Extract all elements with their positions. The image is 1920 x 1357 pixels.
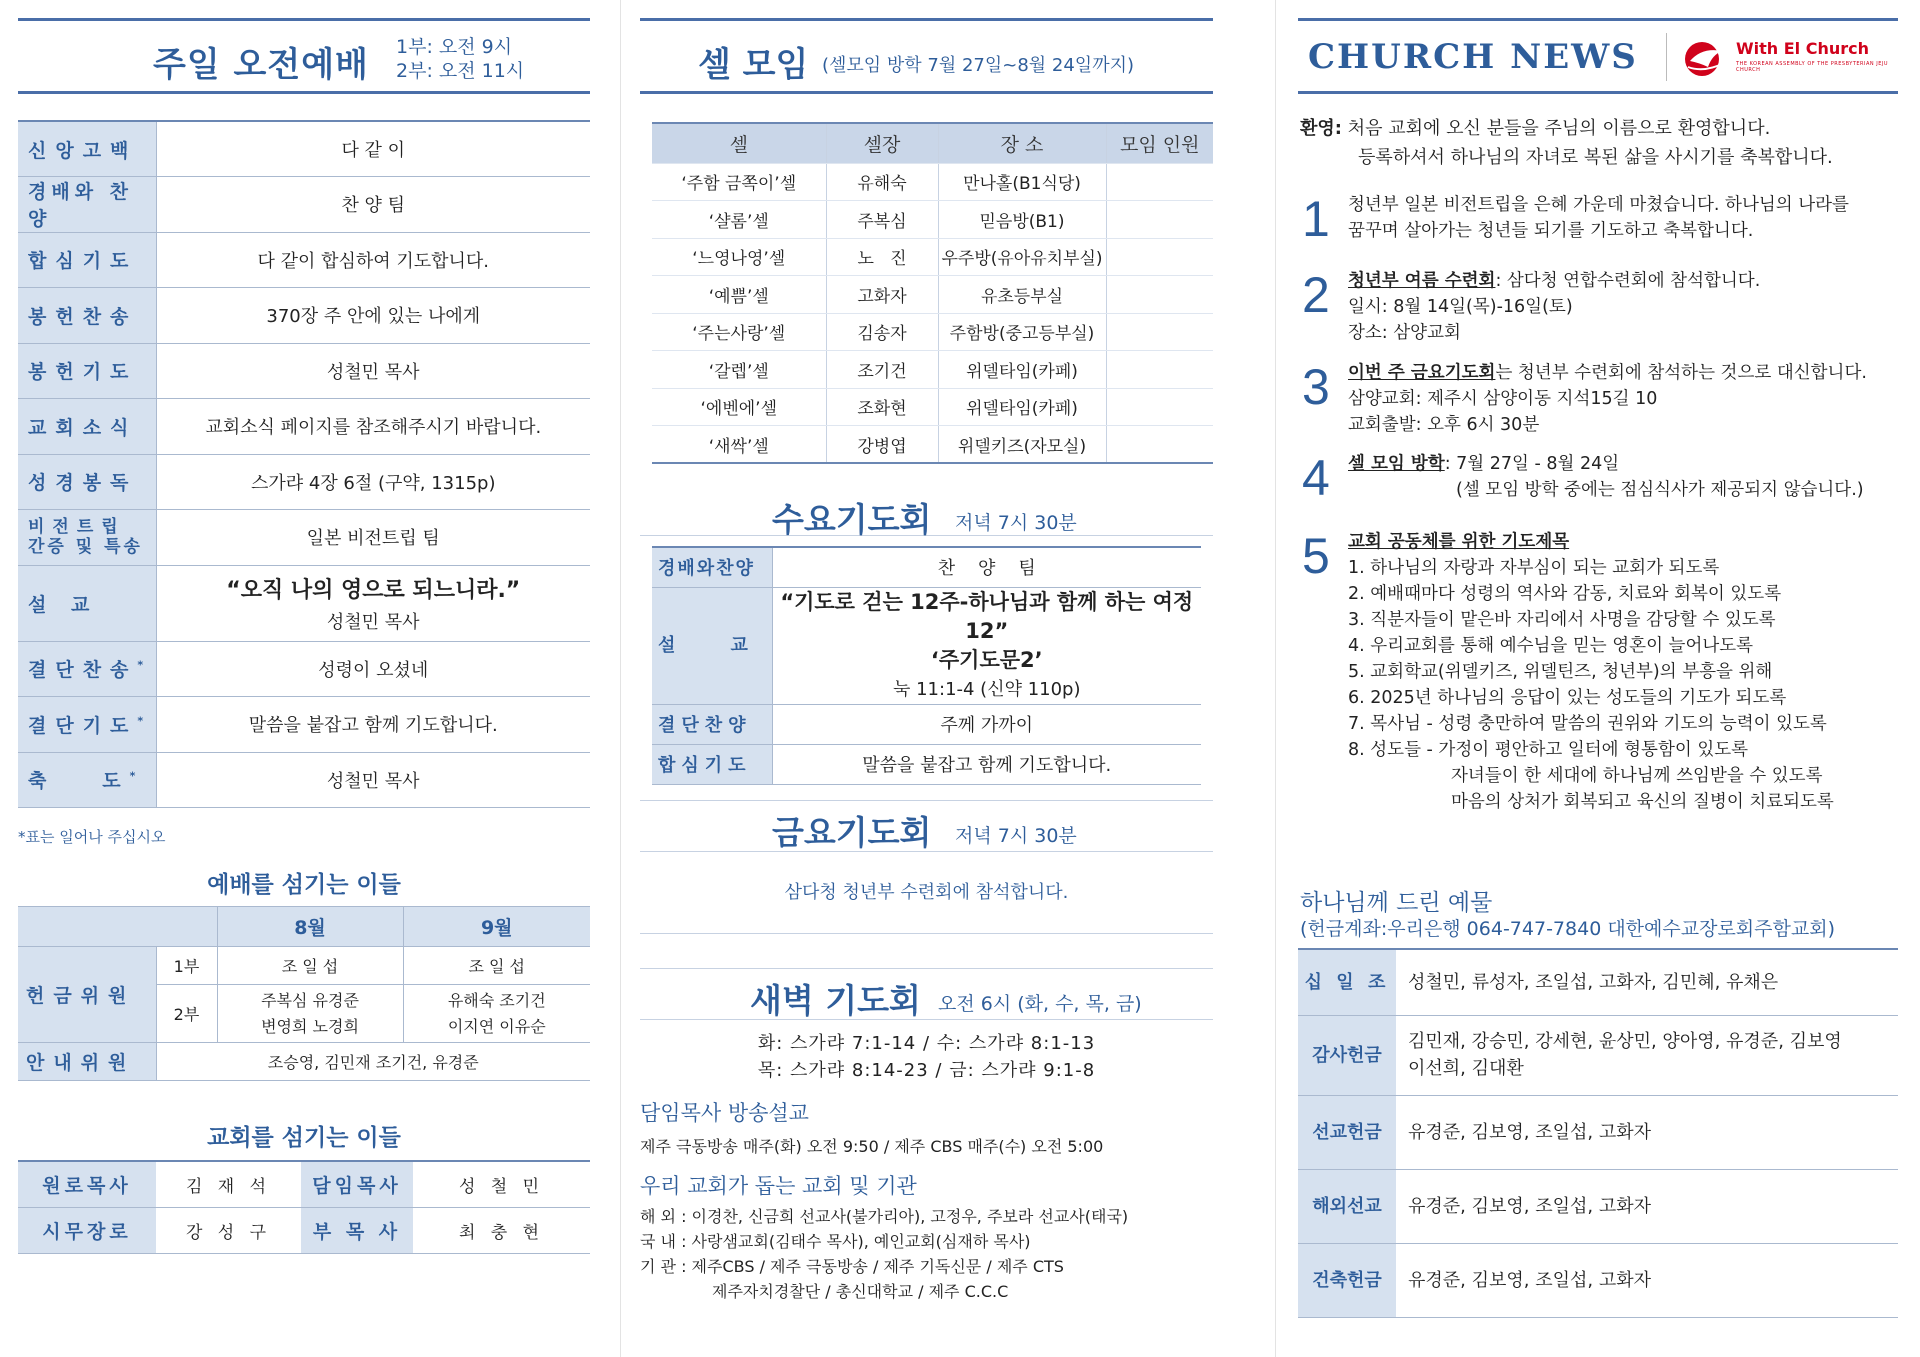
cell-name: ‘주함 금쪽이’셀 [652,163,826,201]
dawn-title: 새벽 기도회 [750,981,921,1020]
news-heading-rest: : 7월 27일 - 8월 24일 [1444,454,1620,474]
order-value: 370장 주 안에 있는 나에게 [156,288,590,344]
order-row [18,343,590,399]
wed-row [652,744,1201,784]
welcome-line: 처음 교회에 오신 분들을 주님의 이름으로 환영합니다. [1347,118,1771,139]
staff-role: 담임목사 [301,1161,413,1207]
offering-table [1298,948,1898,1318]
staff-row [18,1161,590,1207]
order-row [18,121,590,177]
worship-title: 주일 오전예배 [153,45,369,85]
wed-sermon-text: 눅 11:1-4 (신약 110p) [892,678,1081,700]
cell-count [1106,163,1213,201]
welcome-line: 등록하셔서 하나님의 자녀로 복된 삶을 사시기를 축복합니다. [1358,147,1833,168]
order-label-text: 결단찬송 [28,659,138,682]
order-row [18,641,590,697]
friday-time: 저녁 7시 30분 [955,825,1077,847]
sep-service-1: 조 일 섭 [403,947,590,985]
cell-place: 위델타임(카페) [938,388,1106,426]
cell-name: ‘에벤에’셀 [652,388,826,426]
order-row [18,510,590,566]
dawn-time: 오전 6시 (화, 수, 목, 금) [938,993,1142,1015]
standing-mark: * [137,714,144,728]
worship-time-1: 1부: 오전 9시 [396,36,513,58]
cell-row [652,276,1213,314]
wednesday-title: 수요기도회 [772,500,932,539]
order-label: 합심기도 [18,232,156,288]
worship-order-table [18,120,590,808]
cell-place: 만나홀(B1식당) [938,163,1106,201]
news-heading: 교회 공동체를 위한 기도제목 [1348,532,1570,552]
prayer-item: 7. 목사님 - 성령 충만하여 말씀의 권위와 기도의 능력이 있도록 [1348,714,1827,734]
dawn-readings [640,1030,1213,1084]
aug-service-2-line: 변영희 노경희 [261,1016,359,1036]
news-line: 일시: 8월 14일(목)-16일(토) [1348,297,1573,317]
offering-row [1298,1015,1898,1095]
order-row [18,399,590,455]
wed-value: 찬 양 팀 [772,547,1201,587]
order-row [18,454,590,510]
offering-row [1298,1095,1898,1169]
cell-place: 유초등부실 [938,276,1106,314]
order-value: 교회소식 페이지를 참조해주시기 바랍니다. [156,399,590,455]
cell-leader: 노 진 [826,238,938,276]
sep-service-2-line: 이지연 이유순 [447,1016,546,1036]
news-line: 삼양교회: 제주시 삼양이동 지석15길 10 [1348,389,1658,409]
cell-row [652,426,1213,464]
wed-row-sermon [652,587,1201,704]
service-2-label: 2부 [156,985,217,1043]
servers-title: 예배를 섬기는 이들 [207,872,401,898]
cell-leader: 강병엽 [826,426,938,464]
wed-sermon-title: “기도로 걷는 12주-하나님과 함께 하는 여정12” [780,589,1194,643]
cell-col-header: 셀장 [826,123,938,163]
prayer-item: 1. 하나님의 자랑과 자부심이 되는 교회가 되도록 [1348,558,1720,578]
wed-sermon [772,587,1201,704]
news-line: 청년부 일본 비전트립을 은혜 가운데 마쳤습니다. 하나님의 나라를 [1348,195,1849,215]
prayer-item-cont: 자녀들이 한 세대에 하나님께 쓰임받을 수 있도록 [1451,766,1823,786]
prayer-item: 5. 교회학교(위델키즈, 위델틴즈, 청년부)의 부흥을 위해 [1348,662,1773,682]
cell-row [652,388,1213,426]
news-heading: 이번 주 금요기도회 [1348,363,1496,383]
wednesday-header [640,490,1213,539]
wed-row [652,547,1201,587]
cell-count [1106,238,1213,276]
wed-label: 결단찬양 [652,704,772,744]
order-value: 성철민 목사 [156,752,590,808]
wednesday-time: 저녁 7시 30분 [955,512,1077,534]
wed-label: 경배와찬양 [652,547,772,587]
order-label: 봉헌찬송 [18,288,156,344]
dawn-line: 목: 스가랴 8:14-23 / 금: 스가랴 9:1-8 [757,1060,1096,1081]
wed-value: 주께 가까이 [772,704,1201,744]
standing-mark: * [137,658,144,672]
worship-header [18,18,590,94]
offering-row [1298,949,1898,1015]
offering-names-line: 김민재, 강승민, 강세현, 윤상민, 양아영, 유경준, 김보영 [1408,1031,1842,1052]
cell-place: 위델타임(카페) [938,351,1106,389]
news-line: (셀 모임 방학 중에는 점심식사가 제공되지 않습니다.) [1456,480,1864,500]
cell-row [652,201,1213,239]
dawn-header [640,968,1213,1020]
order-label: 설 교 [18,565,156,641]
staff-role: 부 목 사 [301,1207,413,1253]
order-label-line: 간증 및 특송 [28,537,143,558]
aug-service-2-line: 주복심 유경준 [261,990,359,1010]
order-label: 교회소식 [18,399,156,455]
servers-table [18,906,590,1081]
cell-leader: 주복심 [826,201,938,239]
friday-title: 금요기도회 [772,813,932,852]
news-body [1348,268,1908,346]
wed-row [652,704,1201,744]
usher-label: 안내위원 [18,1043,156,1081]
cell-count [1106,426,1213,464]
support-domestic: 국 내 : 사랑샘교회(김태수 목사), 예인교회(심재하 목사) [640,1232,1031,1251]
friday-header [640,800,1213,852]
offering-label: 해외선교 [1298,1169,1396,1243]
standing-mark: * [129,769,136,783]
servers-header-row [18,907,590,947]
cell-row [652,238,1213,276]
cell-title: 셀 모임 [698,45,809,85]
news-line: 꿈꾸며 살아가는 청년들 되기를 기도하고 축복합니다. [1348,221,1754,241]
order-label-text: 축 도 [28,770,130,793]
cell-row [652,163,1213,201]
offering-label: 건축헌금 [1298,1243,1396,1317]
prayer-item-cont: 마음의 상처가 회복되고 육신의 질병이 치료되도록 [1451,792,1834,812]
cell-name: ‘갈렙’셀 [652,351,826,389]
order-row [18,232,590,288]
cell-count [1106,388,1213,426]
service-1-label: 1부 [156,947,217,985]
staff-role: 시무장로 [18,1207,156,1253]
servers-row [18,947,590,985]
cell-header [640,18,1213,94]
news-body [1348,192,1908,244]
wednesday-table [652,546,1201,785]
prayer-item: 2. 예배때마다 성령의 역사와 감동, 치료와 회복이 있도록 [1348,584,1782,604]
news-line [1348,529,1908,555]
staff-role: 원로목사 [18,1161,156,1207]
cell-header-row [652,123,1213,163]
order-label-text: 결단기도 [28,714,138,737]
news-heading-rest: : 삼다청 연합수련회에 참석합니다. [1495,271,1761,291]
broadcast-title: 담임목사 방송설교 [640,1101,809,1125]
cell-place: 주함방(중고등부실) [938,313,1106,351]
cell-count [1106,201,1213,239]
cell-count [1106,313,1213,351]
offering-label: 감사헌금 [1298,1015,1396,1095]
news-line: 장소: 삼양교회 [1348,323,1461,343]
cell-name: ‘느영나영’셀 [652,238,826,276]
welcome-label: 환영: [1300,118,1342,139]
offering-row [1298,1169,1898,1243]
order-label [18,697,156,753]
news-heading-rest: 는 청년부 수련회에 참석하는 것으로 대신합니다. [1495,363,1867,383]
staff-name: 성 철 민 [413,1161,590,1207]
month-sep: 9월 [403,907,590,947]
cell-leader: 조화현 [826,388,938,426]
news-header [1298,18,1898,94]
dawn-line: 화: 스가랴 7:1-14 / 수: 스가랴 8:1-13 [757,1033,1096,1054]
meetings-column [640,0,1213,1357]
order-row [18,288,590,344]
support-overseas: 해 외 : 이경찬, 신금희 선교사(불가리아), 고정우, 주보라 선교사(태국) [640,1207,1129,1226]
news-number: 3 [1302,359,1330,415]
welcome-block [1300,114,1833,172]
order-value: 다 같이 합심하여 기도합니다. [156,232,590,288]
offering-committee-label: 헌금위원 [18,947,156,1043]
cell-count [1106,351,1213,389]
month-aug: 8월 [217,907,403,947]
ushers: 조승영, 김민재 조기건, 유경준 [156,1043,590,1081]
news-number: 2 [1302,267,1330,323]
offering-names: 유경준, 김보영, 조일섭, 고화자 [1396,1243,1898,1317]
wed-sermon-subtitle: ‘주기도문2’ [930,647,1043,672]
offering-names: 유경준, 김보영, 조일섭, 고화자 [1396,1095,1898,1169]
order-value: 일본 비전트립 팀 [156,510,590,566]
logo-text: With El Church [1736,39,1870,58]
news-column [1298,0,1898,1357]
aug-service-2 [217,985,403,1043]
offering-names: 성철민, 류성자, 조일섭, 고화자, 김민혜, 유채은 [1396,949,1898,1015]
news-heading: 셀 모임 방학 [1348,454,1445,474]
order-label [18,641,156,697]
order-row [18,177,590,233]
cell-name: ‘주는사랑’셀 [652,313,826,351]
order-value: 찬 양 팀 [156,177,590,233]
offering-label: 십 일 조 [1298,949,1396,1015]
wed-value: 말씀을 붙잡고 함께 기도합니다. [772,744,1201,784]
news-line [1348,268,1908,294]
cell-leader: 유해숙 [826,163,938,201]
cell-place: 믿음방(B1) [938,201,1106,239]
broadcast-text: 제주 극동방송 매주(화) 오전 9:50 / 제주 CBS 매주(수) 오전 5:00 [640,1137,1104,1156]
cell-leader: 고화자 [826,276,938,314]
order-row [18,752,590,808]
friday-text: 삼다청 청년부 수련회에 참석합니다. [640,852,1213,934]
news-line: 교회출발: 오후 6시 30분 [1348,415,1540,435]
news-title: CHURCH NEWS [1308,37,1638,77]
prayer-item: 4. 우리교회를 통해 예수님을 믿는 영혼이 늘어나도록 [1348,636,1754,656]
offering-row [1298,1243,1898,1317]
order-label-line: 비전트립 [28,517,126,538]
order-label [18,510,156,566]
cell-row [652,351,1213,389]
news-number: 1 [1302,191,1330,247]
cell-place: 위델키즈(자모실) [938,426,1106,464]
wed-label: 설 교 [652,587,772,704]
staff-name: 강 성 구 [156,1207,301,1253]
cell-leader: 김송자 [826,313,938,351]
news-body [1348,451,1908,503]
offering-account: (헌금계좌:우리은행 064-747-7840 대한예수교장로회주함교회) [1300,918,1835,940]
news-body [1348,529,1908,815]
order-value: 다 같 이 [156,121,590,177]
church-staff-table [18,1160,590,1254]
prayer-item: 8. 성도들 - 가정이 평안하고 일터에 형통함이 있도록 [1348,740,1749,760]
worship-time-2: 2부: 오전 11시 [396,60,525,82]
offering-names-line: 이선희, 김대환 [1408,1058,1524,1079]
cell-col-header: 모임 인원 [1106,123,1213,163]
offering-names: 유경준, 김보영, 조일섭, 고화자 [1396,1169,1898,1243]
order-label [18,752,156,808]
offering-title: 하나님께 드린 예물 [1300,890,1493,916]
church-logo-icon [1682,37,1730,77]
standing-note: *표는 일어나 주십시오 [18,828,166,846]
cell-row [652,313,1213,351]
church-staff-title: 교회를 섬기는 이들 [207,1125,401,1151]
staff-name: 최 충 현 [413,1207,590,1253]
news-number: 5 [1302,528,1330,584]
cell-name: ‘샬롬’셀 [652,201,826,239]
prayer-item: 6. 2025년 하나님의 응답이 있는 성도들의 기도가 되도록 [1348,688,1787,708]
news-number: 4 [1302,450,1330,506]
support-list [640,1204,1128,1304]
order-label: 경배와 찬양 [18,177,156,233]
order-value: 말씀을 붙잡고 함께 기도합니다. [156,697,590,753]
offering-label: 선교헌금 [1298,1095,1396,1169]
cell-table [652,122,1213,464]
cell-subtitle: (셀모임 방학 7월 27일~8월 24일까지) [822,55,1134,76]
logo-subtext: THE KOREAN ASSEMBLY OF THE PRESBYTERIAN JEJU CHURCH [1736,61,1888,73]
servers-row [18,1043,590,1081]
sep-service-2 [403,985,590,1043]
news-heading: 청년부 여름 수련회 [1348,271,1496,291]
order-label: 성경봉독 [18,454,156,510]
cell-col-header: 장 소 [938,123,1106,163]
order-row-sermon [18,565,590,641]
cell-count [1106,276,1213,314]
servers-header-blank [18,907,217,947]
sermon-preacher: 성철민 목사 [326,611,420,633]
staff-name: 김 재 석 [156,1161,301,1207]
order-row [18,697,590,753]
worship-times [396,35,524,83]
order-value: 성철민 목사 [156,343,590,399]
cell-col-header: 셀 [652,123,826,163]
order-value: 스가랴 4장 6절 (구약, 1315p) [156,454,590,510]
order-label: 봉헌기도 [18,343,156,399]
cell-leader: 조기건 [826,351,938,389]
wed-label: 합심기도 [652,744,772,784]
header-divider [1666,33,1667,81]
order-label: 신앙고백 [18,121,156,177]
news-line [1348,451,1908,477]
sermon-cell [156,565,590,641]
sep-service-2-line: 유해숙 조기건 [447,990,546,1010]
news-line [1348,360,1908,386]
order-value: 성령이 오셨네 [156,641,590,697]
aug-service-1: 조 일 섭 [217,947,403,985]
sermon-title: “오직 나의 영으로 되느니라.” [226,577,521,603]
cell-place: 우주방(유아유치부실) [938,238,1106,276]
support-orgs-cont: 제주자치경찰단 / 총신대학교 / 제주 C.C.C [712,1282,1009,1301]
worship-column [18,0,590,1357]
support-orgs: 기 관 : 제주CBS / 제주 극동방송 / 제주 기독신문 / 제주 CTS [640,1257,1064,1276]
offering-names [1396,1015,1898,1095]
cell-name: ‘예쁨’셀 [652,276,826,314]
staff-row [18,1207,590,1253]
support-title: 우리 교회가 돕는 교회 및 기관 [640,1174,917,1198]
prayer-item: 3. 직분자들이 맡은바 자리에서 사명을 감당할 수 있도록 [1348,610,1776,630]
cell-name: ‘새싹’셀 [652,426,826,464]
news-body [1348,360,1908,438]
